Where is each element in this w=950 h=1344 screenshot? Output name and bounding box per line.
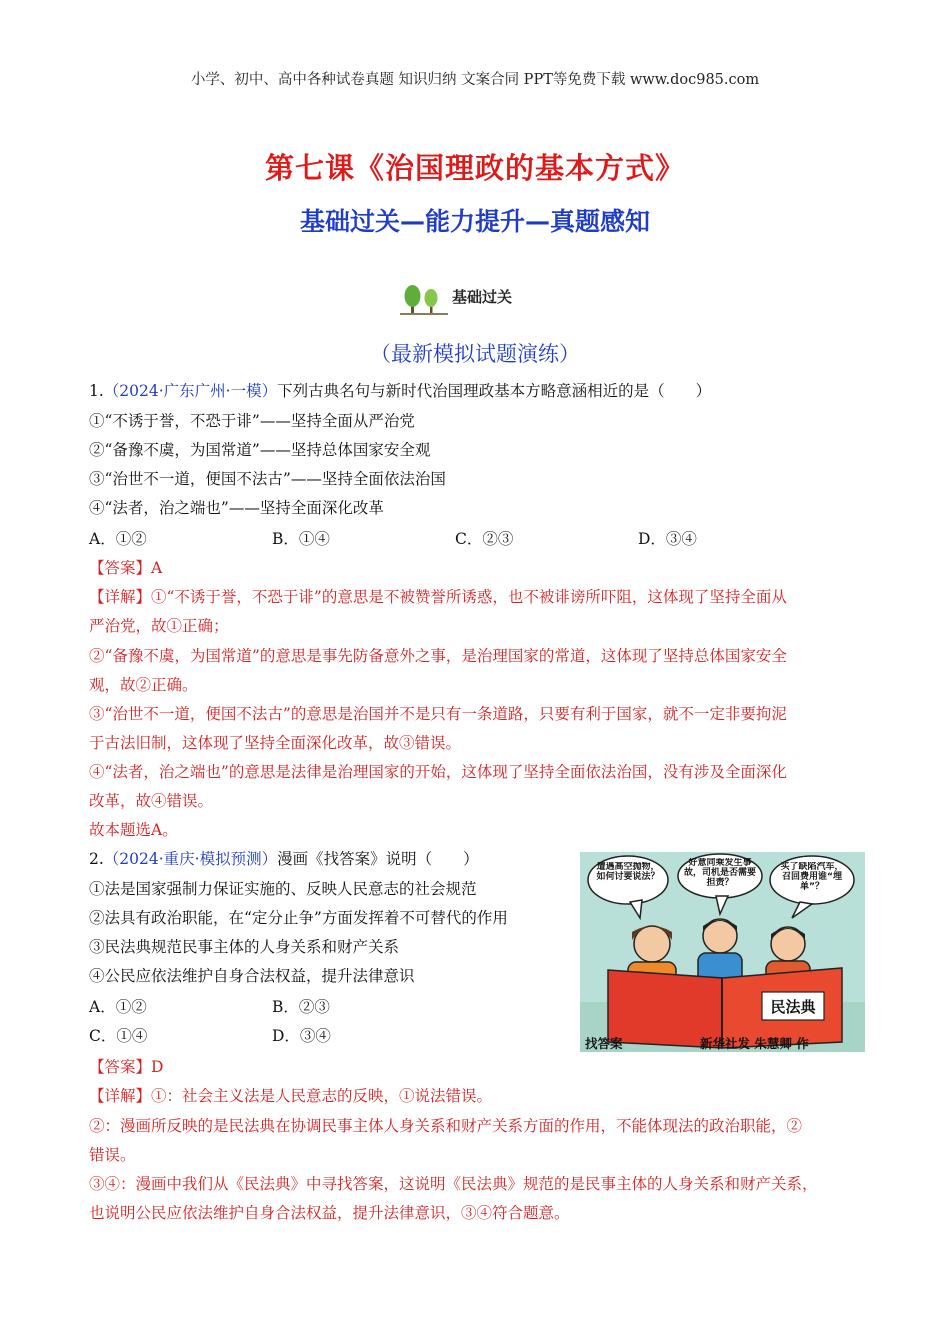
q2-item: ①法是国家强制力保证实施的、反映人民意志的社会规范 [89, 880, 477, 898]
q1-explanation-line: 于古法旧制，这体现了坚持全面深化改革，故③错误。 [89, 734, 462, 752]
q2-option-c: C．①④ [89, 1027, 148, 1045]
q1-explanation-line: ③“治世不一道，便国不法古”的意思是治国并不是只有一条道路，只要有利于国家，就不一定非要拘泥 [89, 705, 787, 723]
q1-explanation-line: 严治党，故①正确； [89, 617, 229, 635]
page-subtitle: 基础过关—能力提升—真题感知 [299, 207, 650, 236]
cartoon-bubble-3: 买了缺陷汽车，召回费用谁“埋单”？ [780, 862, 844, 892]
q1-item: ③“治世不一道，便国不法古”——坚持全面依法治国 [89, 470, 446, 488]
cartoon-illustration [580, 852, 865, 1052]
q1-explanation-line: 故本题选A。 [89, 821, 178, 839]
q1-explanation-line: 改革，故④错误。 [89, 792, 214, 810]
q1-option-d: D．③④ [638, 530, 697, 548]
q2-answer: 【答案】D [89, 1058, 164, 1076]
q2-option-b: B．②③ [272, 998, 330, 1016]
q2-option-a: A．①② [89, 998, 147, 1016]
q2-explanation-line: 【详解】①：社会主义法是人民意志的反映，①说法错误。 [89, 1087, 493, 1105]
q2-item: ②法具有政治职能，在“定分止争”方面发挥着不可替代的作用 [89, 909, 508, 927]
section-badge-label: 基础过关 [452, 288, 513, 306]
cartoon-caption-credit: 新华社发 朱慧卿 作 [700, 1036, 809, 1051]
page-header: 小学、初中、高中各种试卷真题 知识归纳 文案合同 PPT等免费下载 www.doc985.com [190, 72, 760, 88]
q1-explanation-line: 【详解】①“不诱于誉，不恐于诽”的意思是不被赞誉所诱惑，也不被诽谤所吓阻，这体现了坚持全面从 [89, 588, 787, 606]
q1-option-c: C．②③ [455, 530, 514, 548]
q2-explanation-line: ②：漫画所反映的是民法典在协调民事主体人身关系和财产关系方面的作用，不能体现法的政治职能，② [89, 1117, 803, 1135]
q2-explanation-line: 错误。 [89, 1146, 136, 1164]
q1-option-b: B．①④ [272, 530, 330, 548]
subsection-title: （最新模拟试题演练） [370, 342, 580, 366]
q1-explanation-line: ②“备豫不虞，为国常道”的意思是事先防备意外之事，是治理国家的常道，这体现了坚持总体国家安全 [89, 647, 787, 665]
q1-item: ①“不诱于誉，不恐于诽”——坚持全面从严治党 [89, 412, 415, 430]
q1-answer: 【答案】A [89, 559, 163, 577]
section-badge [400, 280, 550, 316]
q2-question: 漫画《找答案》说明（ ） [277, 850, 479, 868]
q1-explanation-line: ④“法者，治之端也”的意思是法律是治理国家的开始，这体现了坚持全面依法治国，没有涉及全面深化 [89, 763, 787, 781]
q1-option-a: A．①② [89, 530, 147, 548]
q2-stem [89, 848, 479, 870]
q1-stem [89, 380, 711, 402]
cartoon-book-title: 民法典 [770, 998, 816, 1016]
tree-icon [400, 280, 450, 316]
q2-option-d: D．③④ [272, 1027, 331, 1045]
q2-explanation-line: 也说明公民应依法维护自身合法权益，提升法律意识，③④符合题意。 [89, 1204, 570, 1222]
q2-source: （2024·重庆·模拟预测） [103, 850, 278, 868]
q1-item: ④“法者，治之端也”——坚持全面深化改革 [89, 499, 384, 517]
page-title: 第七课《治国理政的基本方式》 [264, 151, 685, 185]
cartoon-caption-title: 找答案 [585, 1036, 623, 1051]
q1-source: （2024·广东广州·一模） [103, 382, 278, 400]
q2-number: 2. [89, 850, 104, 868]
q1-explanation-line: 观，故②正确。 [89, 676, 198, 694]
q2-explanation-line: ③④：漫画中我们从《民法典》中寻找答案，这说明《民法典》规范的是民事主体的人身关系和财产关系， [89, 1175, 818, 1193]
q2-item: ④公民应依法维护自身合法权益，提升法律意识 [89, 967, 415, 985]
q2-item: ③民法典规范民事主体的人身关系和财产关系 [89, 938, 400, 956]
cartoon-bubble-2: 好意同乘发生事故，司机是否需要担责？ [684, 858, 756, 888]
cartoon-image [580, 852, 865, 1052]
q1-item: ②“备豫不虞，为国常道”——坚持总体国家安全观 [89, 441, 431, 459]
q1-question: 下列古典名句与新时代治国理政基本方略意涵相近的是（ ） [277, 382, 712, 400]
q1-number: 1. [89, 382, 104, 400]
cartoon-bubble-1: 遭遇高空抛物，如何讨要说法？ [596, 862, 660, 882]
